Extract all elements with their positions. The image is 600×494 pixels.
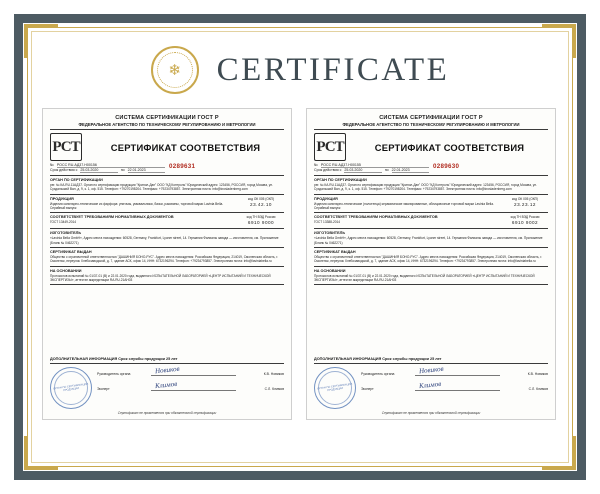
section-heading: СООТВЕТСТВУЕТ ТРЕБОВАНИЯМ НОРМАТИВНЫХ ДОКУМЕНТОВ xyxy=(50,215,174,220)
section-product-code xyxy=(502,197,548,208)
section-standards-main xyxy=(50,215,232,224)
section-heading: СЕРТИФИКАТ ВЫДАН xyxy=(50,250,92,254)
signature-row xyxy=(97,379,284,391)
section-heading: ОРГАН ПО СЕРТИФИКАЦИИ xyxy=(314,178,367,182)
blank-label: РОСС RU.АД37.Н00156 xyxy=(57,163,165,168)
code-value: 6910 9000 xyxy=(247,220,275,226)
section-product-main xyxy=(314,197,496,211)
system-title: СИСТЕМА СЕРТИФИКАЦИИ ГОСТ Р xyxy=(379,115,483,121)
validity-line xyxy=(314,168,429,173)
official-stamp xyxy=(50,367,92,409)
signature-line xyxy=(151,379,236,391)
certificate-card[interactable] xyxy=(42,108,292,420)
section-issued-to xyxy=(50,248,284,267)
validity-label: Срок действия с xyxy=(314,168,342,172)
validity-from: 25.03.2020 xyxy=(80,168,117,173)
section-heading: ПРОДУКЦИЯ xyxy=(314,196,338,201)
section-issued-to xyxy=(314,248,548,267)
certificate-title-row xyxy=(50,133,284,163)
number-label: № xyxy=(50,163,54,167)
validity-to-label: по xyxy=(120,168,125,172)
certificate-header xyxy=(314,115,548,130)
validity-to: 22.01.2023 xyxy=(128,168,165,173)
code-value: 23.42.10 xyxy=(250,201,272,207)
number-value-column xyxy=(433,163,548,173)
section-product xyxy=(314,195,548,214)
section-body: Общество с ограниченной ответственностью "ДАШИНИЯ БОНО-РУС". Адрес места нахождения: Российская Федерация, 214019, Смоленская область, г. Смоленск, переулок Хлебозаводской, д. 7, здание АСК, офис 14, ИНН: 6732196294. Телефон: +79234793857. Электронная почта: info@laviniabella.ru xyxy=(314,255,542,264)
signature-role: Эксперт xyxy=(97,387,110,391)
signature-name: С.Л. Климов xyxy=(528,387,548,391)
code-label: код ТН ВЭД России xyxy=(246,215,276,220)
signature-role: Эксперт xyxy=(361,387,374,391)
section-heading: ОРГАН ПО СЕРТИФИКАЦИИ xyxy=(50,178,103,182)
section-standards-main xyxy=(314,215,496,224)
section-body: Изделия санитарно-технические (полотенца) керамические эмалированные, облицовочные торговой марки Lavinia Bella. Серийный выпуск xyxy=(314,201,494,210)
code-label: код ТН ВЭД России xyxy=(510,215,540,220)
certificates-container xyxy=(42,108,558,420)
handwritten-signature: Новиков xyxy=(154,364,180,376)
signature-area xyxy=(314,364,548,409)
section-body: «Lavinia Bella GmbH», Адрес места нахождения: 60528, Germany, Frankfurt, Lyoner street, 14. Германия Филиалы завода — изготовителя, см. Приложение (Бланк № 0462271) xyxy=(314,236,543,245)
signature-row xyxy=(361,379,548,391)
section-standards xyxy=(314,213,548,229)
section-standards-code xyxy=(502,215,548,226)
signature-name: С.Л. Климов xyxy=(264,387,284,391)
code-label: код ОК 005 (ОКП) xyxy=(511,196,539,201)
section-heading: ИЗГОТОВИТЕЛЬ xyxy=(314,231,346,236)
section-basis xyxy=(50,267,284,286)
certificate-title-row xyxy=(314,133,548,163)
signature-rows xyxy=(97,364,284,397)
signature-row xyxy=(361,364,548,376)
section-heading: ПРОДУКЦИЯ xyxy=(50,196,74,201)
section-body: рег. № КА.RU.11АД37. Орган по сертификации продукции "Крипол-Дан" ООО "КД Контроль" Юридический адрес: 123456, РОССИЯ, город Москва, ул. Суздальский Вал, д. 9, к. 1, оф. 515. Телефон: +79270198204. Телефакс: +79234793857. Электронная почта: info@krosladenberg.com xyxy=(314,183,538,192)
additional-info xyxy=(314,357,548,364)
corner-ornament-bottom-left xyxy=(24,436,58,470)
additional-info xyxy=(50,357,284,364)
stamp-text: ОРГАН ПО СЕРТИФИКАЦИИ ПРОДУКЦИИ xyxy=(317,382,353,393)
number-column xyxy=(314,163,429,173)
signature-rows xyxy=(361,364,548,397)
validity-to: 22.01.2023 xyxy=(392,168,429,173)
footer-note: Сертификат не применяется при обязательной сертификации xyxy=(381,411,481,415)
signature-name: К.В. Новиков xyxy=(263,372,284,376)
handwritten-signature: Климов xyxy=(418,379,442,391)
blank-label: РОСС RU.АД37.Н00155 xyxy=(321,163,429,168)
section-product xyxy=(50,195,284,214)
code-value: 6910 9002 xyxy=(511,220,539,226)
certificate-number: 0289631 xyxy=(169,163,196,170)
section-certification-body xyxy=(50,176,284,195)
signature-role: Руководитель органа xyxy=(97,372,131,376)
corner-ornament-bottom-right xyxy=(542,436,576,470)
seal-glyph: ❄ xyxy=(168,61,181,79)
rost-logo: РСТ xyxy=(314,133,346,161)
code-value: 23.23.12 xyxy=(514,201,536,207)
additional-info-label: ДОПОЛНИТЕЛЬНАЯ ИНФОРМАЦИЯ xyxy=(314,357,382,361)
section-body: Протоколов испытаний № 01/37-01 (В) и 22.01.2020 года, выданного ИСПЫТАТЕЛЬНОЙ ЛАБОРАТОРИЕЙ «ЦЕНТР ИСПЫТАНИЙ И ТЕХНИЧЕСКОЙ ЭКСПЕРТИЗЫ», аттестат аккредитации RA.RU.21АН03 xyxy=(50,273,271,282)
section-body: «Lavinia Bella GmbH», Адрес места нахождения: 60528, Germany, Frankfurt, Lyoner street, 14. Германия Филиалы завода — изготовителя, см. Приложение (Бланк № 0462271) xyxy=(50,236,279,245)
section-heading: СООТВЕТСТВУЕТ ТРЕБОВАНИЯМ НОРМАТИВНЫХ ДОКУМЕНТОВ xyxy=(314,215,438,220)
section-body: ГОСТ 13449-2014 xyxy=(50,220,77,225)
certificate-number-block xyxy=(50,163,284,176)
section-heading: СЕРТИФИКАТ ВЫДАН xyxy=(314,250,356,254)
signature-role: Руководитель органа xyxy=(361,372,395,376)
certificate-footer xyxy=(50,357,284,415)
handwritten-signature: Климов xyxy=(154,379,178,391)
validity-to-label: по xyxy=(384,168,389,172)
section-basis xyxy=(314,267,548,286)
handwritten-signature: Новиков xyxy=(418,364,444,376)
signature-name: К.В. Новиков xyxy=(527,372,548,376)
certificate-card[interactable] xyxy=(306,108,556,420)
certificate-number-block xyxy=(314,163,548,176)
signature-line xyxy=(415,364,500,376)
additional-info-label: ДОПОЛНИТЕЛЬНАЯ ИНФОРМАЦИЯ xyxy=(50,357,118,361)
page-header xyxy=(0,46,600,94)
section-heading: НА ОСНОВАНИИ xyxy=(314,268,346,273)
section-body: ГОСТ 13388-2014 xyxy=(314,220,341,225)
section-heading: ИЗГОТОВИТЕЛЬ xyxy=(50,231,82,236)
certificate-number: 0289630 xyxy=(433,163,460,170)
certificate-main-title: СЕРТИФИКАТ СООТВЕТСТВИЯ xyxy=(374,141,525,153)
section-manufacturer xyxy=(314,229,548,248)
section-manufacturer xyxy=(50,229,284,248)
validity-line xyxy=(50,168,165,173)
additional-info-value: Срок службы продукции 25 лет xyxy=(118,357,178,361)
signature-area xyxy=(50,364,284,409)
section-standards xyxy=(50,213,284,229)
certificate-footer xyxy=(314,357,548,415)
number-label: № xyxy=(314,163,318,167)
official-stamp xyxy=(314,367,356,409)
number-value-column xyxy=(169,163,284,173)
certificate-header xyxy=(50,115,284,130)
system-title: СИСТЕМА СЕРТИФИКАЦИИ ГОСТ Р xyxy=(115,115,219,121)
rost-logo: РСТ xyxy=(50,133,82,161)
rosette-seal-icon xyxy=(151,46,199,94)
footer-note: Сертификат не применяется при обязательной сертификации xyxy=(117,411,217,415)
section-product-main xyxy=(50,197,232,211)
stamp-text: ОРГАН ПО СЕРТИФИКАЦИИ ПРОДУКЦИИ xyxy=(53,382,89,393)
section-certification-body xyxy=(314,176,548,195)
number-column xyxy=(50,163,165,173)
section-body: Протоколов испытаний № 01/37-01 (В) и 22.01.2020 года, выданного ИСПЫТАТЕЛЬНОЙ ЛАБОРАТОРИЕЙ «ЦЕНТР ИСПЫТАНИЙ И ТЕХНИЧЕСКОЙ ЭКСПЕРТИЗЫ», аттестат аккредитации RA.RU.21АН03 xyxy=(314,273,535,282)
additional-info-value: Срок службы продукции 25 лет xyxy=(382,357,442,361)
validity-label: Срок действия с xyxy=(50,168,78,172)
signature-row xyxy=(97,364,284,376)
section-product-code xyxy=(238,197,284,208)
section-body: Изделия санитарно-технические из фарфора: унитазы, умывальники, бачки, раковины, торговой марки Lavinia Bella. Серийный выпуск xyxy=(50,201,224,210)
section-body: рег. № КА.RU.11АД37. Орган по сертификации продукции "Крипол-Дан" ООО "КД Контроль" Юридический адрес: 123456, РОССИЯ, город Москва, ул. Суздальский Вал, д. 9, к. 1, оф. 515. Телефон: +79270198204. Телефакс: +79234793857. Электронная почта: info@krosladenberg.com xyxy=(50,183,274,192)
signature-line xyxy=(151,364,236,376)
agency-title: ФЕДЕРАЛЬНОЕ АГЕНТСТВО ПО ТЕХНИЧЕСКОМУ РЕГУЛИРОВАНИЮ И МЕТРОЛОГИИ xyxy=(78,122,256,127)
certificate-main-title: СЕРТИФИКАТ СООТВЕТСТВИЯ xyxy=(110,141,261,153)
code-label: код ОК 005 (ОКП) xyxy=(247,196,275,201)
section-standards-code xyxy=(238,215,284,226)
page-title: CERTIFICATE xyxy=(216,51,450,88)
section-heading: НА ОСНОВАНИИ xyxy=(50,268,82,273)
agency-title: ФЕДЕРАЛЬНОЕ АГЕНТСТВО ПО ТЕХНИЧЕСКОМУ РЕГУЛИРОВАНИЮ И МЕТРОЛОГИИ xyxy=(342,122,520,127)
section-body: Общество с ограниченной ответственностью "ДАШИНИЯ БОНО-РУС". Адрес места нахождения: Российская Федерация, 214019, Смоленская область, г. Смоленск, переулок Хлебозаводской, д. 7, здание АСК, офис 14, ИНН: 6732196294. Телефон: +79234793857. Электронная почта: info@laviniabella.ru xyxy=(50,255,278,264)
validity-from: 25.03.2020 xyxy=(344,168,381,173)
signature-line xyxy=(415,379,500,391)
